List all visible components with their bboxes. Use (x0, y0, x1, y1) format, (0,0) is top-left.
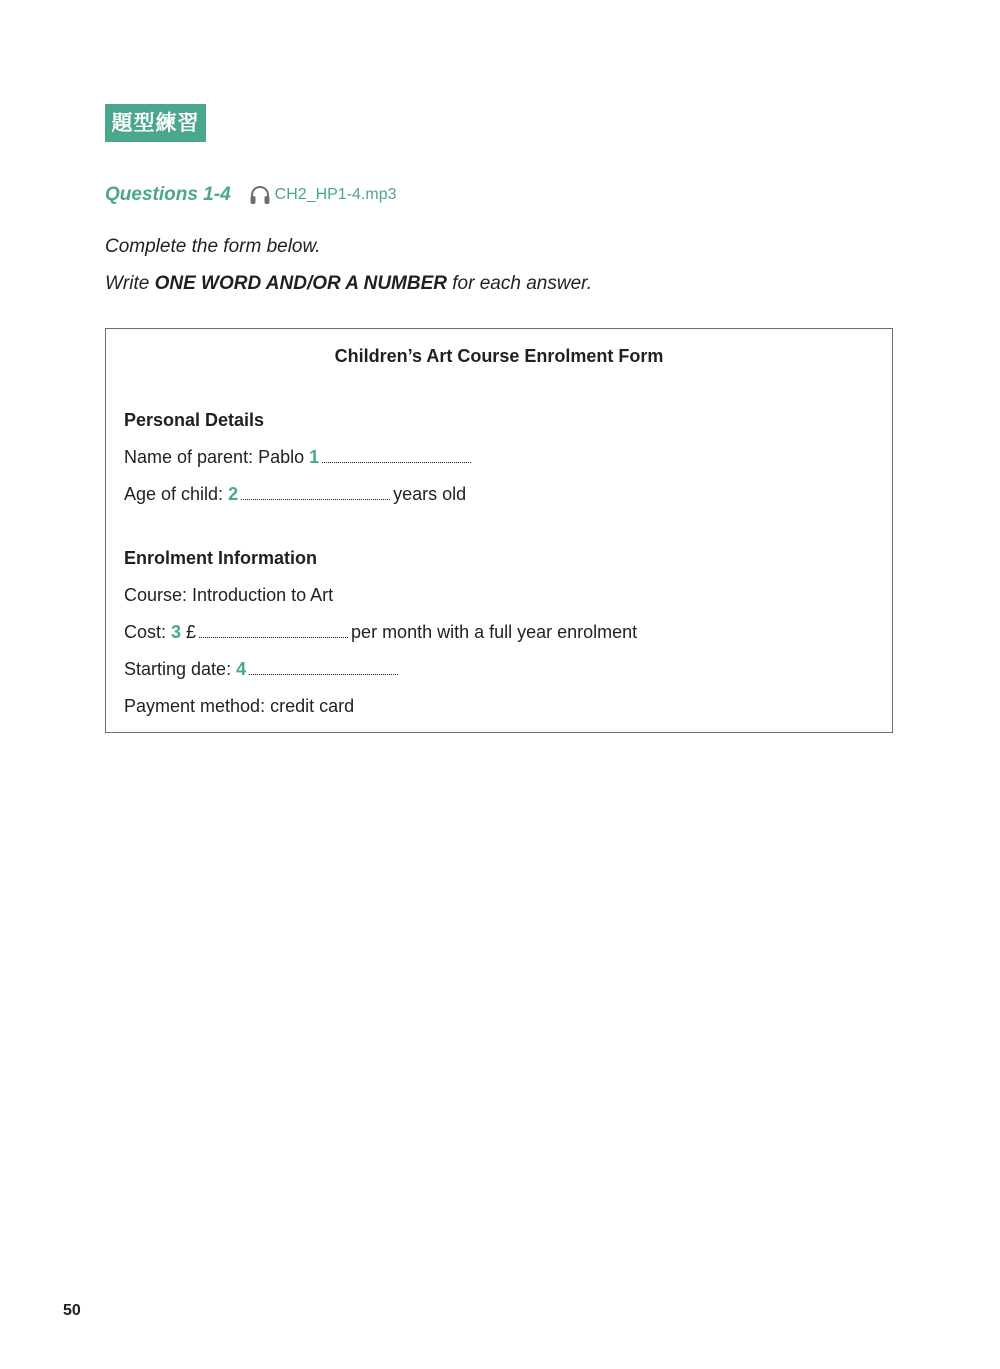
payment-method-row: Payment method: credit card (124, 696, 355, 716)
cost-label: Cost: (124, 622, 172, 642)
question-number-1: 1 (309, 447, 320, 467)
child-age-label: Age of child: (124, 484, 229, 504)
question-number-3: 3 (171, 622, 182, 642)
enrolment-info-heading: Enrolment Information (124, 548, 317, 568)
starting-date-row (124, 659, 401, 680)
parent-name-label: Name of parent: Pablo (124, 447, 310, 467)
instruction-emphasis: ONE WORD AND/OR A NUMBER (154, 273, 447, 294)
headphones-icon (249, 185, 271, 205)
audio-filename[interactable]: CH2_HP1-4.mp3 (274, 186, 397, 203)
question-number-4: 4 (236, 659, 247, 679)
parent-name-row (124, 447, 474, 468)
answer-blank-2[interactable] (241, 485, 390, 500)
instruction-prefix: Write (105, 273, 155, 294)
page-number: 50 (63, 1302, 81, 1319)
form-title: Children’s Art Course Enrolment Form (334, 346, 664, 366)
starting-date-label: Starting date: (124, 659, 237, 679)
instruction-complete: Complete the form below. (105, 236, 321, 257)
cost-suffix: per month with a full year enrolment (351, 622, 638, 642)
questions-heading (105, 183, 396, 207)
enrolment-form (105, 328, 893, 733)
section-tag: 題型練習 (105, 104, 206, 142)
answer-blank-1[interactable] (322, 448, 471, 463)
answer-blank-3[interactable] (199, 623, 348, 638)
child-age-suffix: years old (393, 484, 467, 504)
personal-details-heading: Personal Details (124, 410, 265, 430)
questions-title: Questions 1-4 (105, 184, 231, 205)
child-age-row (124, 484, 466, 505)
course-row: Course: Introduction to Art (124, 585, 334, 605)
answer-blank-4[interactable] (249, 660, 398, 675)
instruction-suffix: for each answer. (447, 273, 593, 294)
question-number-2: 2 (228, 484, 239, 504)
cost-currency: £ (181, 622, 197, 642)
cost-row (124, 622, 637, 643)
instruction-write (105, 273, 592, 295)
audio-link[interactable] (249, 185, 397, 205)
